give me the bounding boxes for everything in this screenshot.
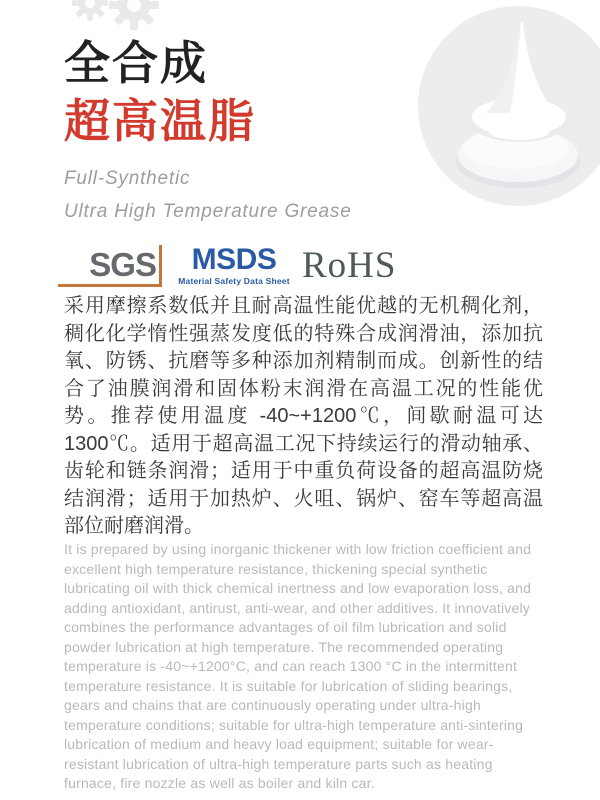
- gear-icon: [72, 0, 108, 21]
- subtitle: [64, 162, 352, 228]
- description-english: It is prepared by using inorganic thickener with low friction coefficient and excellent high temperature resistance, thickening special synthetic lubricating oil with thick chemical inertness and low evaporation loss, and adding antioxidant, antirust, anti-wear, and other additives. It innovatively combines the performance advantages of oil film lubrication and solid powder lubrication at high temperature. The recommended operating temperature is -40~+1200°C, and can reach 1300 °C in the intermittent temperature resistance. It is suitable for lubrication of sliding bearings, gears and chains that are continuously operating under ultra-high temperature conditions; suitable for ultra-high temperature anti-sintering lubrication of medium and heavy load equipment; suitable for wear-resistant lubrication of ultra-high temperature parts such as heating furnace, fire nozzle as well as boiler and kiln car.: [64, 541, 532, 791]
- subtitle-line2: Ultra High Temperature Grease: [64, 201, 352, 222]
- msds-logo-subtext: Material Safety Data Sheet: [178, 276, 290, 286]
- msds-logo-text: MSDS: [191, 243, 277, 276]
- sgs-logo-text: SGS: [89, 246, 156, 283]
- msds-logo: [174, 245, 294, 286]
- title-line1: 全合成: [64, 37, 208, 89]
- page-title: [64, 34, 256, 150]
- sgs-logo: [58, 245, 162, 287]
- description-chinese: 采用摩擦系数低并且耐高温性能优越的无机稠化剂，稠化化学惰性强蒸发度低的特殊合成润滑油，添加抗氧、防锈、抗磨等多种添加剂精制而成。创新性的结合了油膜润滑和固体粉末润滑在高温工况的性能优势。推荐使用温度 -40~+1200℃，间歇耐温可达 1300℃。适用于超高温工况下持续运行的滑动轴承、齿轮和链条润滑；适用于中重负荷设备的超高温防烧结润滑；适用于加热炉、火咀、锅炉、窑车等超高温部位耐磨润滑。: [64, 295, 543, 537]
- certification-logos: [58, 243, 538, 289]
- grease-swirl-image: [418, 6, 600, 206]
- gear-icon: [109, 0, 159, 30]
- rohs-logo: RoHS: [302, 245, 397, 286]
- subtitle-line1: Full-Synthetic: [64, 168, 191, 189]
- title-line2: 超高温脂: [64, 95, 256, 147]
